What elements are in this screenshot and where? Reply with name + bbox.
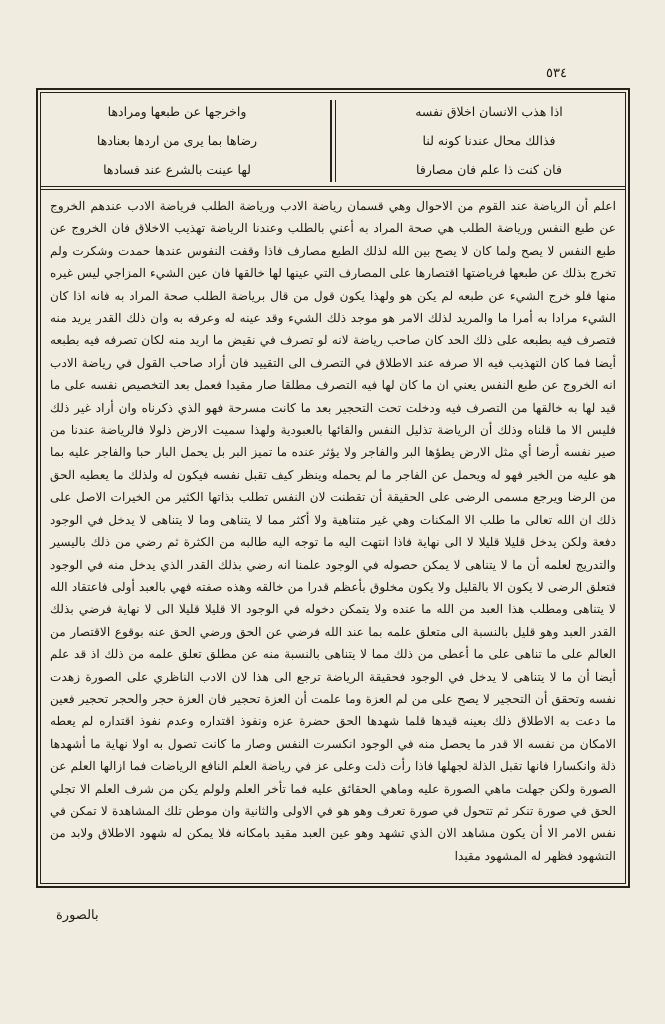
catchword: بالصورة xyxy=(56,908,99,923)
poem-verse: لها عينت بالشرع عند فسادها xyxy=(103,161,251,177)
poem-verse: اذا هذب الانسان اخلاق نفسه xyxy=(415,104,563,120)
poem-column-divider xyxy=(330,100,336,182)
poem-verse: رضاها بما يرى من اردها بعنادها xyxy=(96,132,258,148)
poem-verse: واخرجها عن طبعها ومرادها xyxy=(107,104,247,120)
poem-right-column xyxy=(360,98,618,184)
poem-block xyxy=(48,98,618,184)
body-text: اعلم أن الرياضة عند القوم من الاحوال وهي قسمان رياضة الادب ورياضة الطلب فرياضة الادب عندهم الخروج عن طبع النفس ورياضة الطلب هي صحة المراد به أعني بالطلب وعندنا الرياضة تهذيب الاخلاق فان الخروج عن طبع النفس لا يصح ولما كان لا يصح بين الله لذلك الطبع مصارف فاذا وقفت النفوس عندها حمدت وشكرت ولم تخرج بذلك عن طبعها فرياضتها اقتصارها على المصارف التي عينها لها خالقها فان عين الشيء المزاجي ليس غيره منها فلو خرج الشيء عن طبعه لم يكن هو ولهذا يكون قول من قال برياضة الطلب صحة المراد به فانه اذا كان الشيء مرادا به أمرا ما والمريد لذلك الامر هو موجد ذلك الشيء وقد عينه له وعرفه به وان ذلك القدر يريد منه فتصرف فيه بطبعه على ذلك الحد كان صاحب رياضة لانه لو تصرف في نقيض ما اريد منه لكان تصرفه فيه بطبعه أيضا فما كان التهذيب فيه الا صرفه عند الاطلاق في التصرف الى التقييد فان أراد صاحب القول في رياضة الادب انه الخروج عن طبع النفس يعني ان ما كان لها فيه التصرف مطلقا صار مقيدا فعمل بعد التخصيص نفسه على ما قيد لها به خالقها من التصرف فيه ودخلت تحت التحجير بعد ما كانت مسرحة فهو الذي ذكرناه وان أراد غير ذلك فليس الا ما قلناه وذلك أن الرياضة تذليل النفس والقائها بالعبودية ولهذا سميت الارض ذلولا فالرياضة عندنا من صير نفسه أرضا أي مثل الارض يطؤها البر والفاجر ولا يؤثر عنده ما تميز البر بل يحمل البار حبا والفاجر عليه بما هو عليه من الخير فهو له ويحمل عن الفاجر ما لم يحمله وينظر كيف تقبل نفسه فيكون له ولذلك ما يعطيه الحق من الرضا ويرجع مسمى الرضى على الحقيقة أن تقطنت لان النفس تطلب بذاتها الكثير من الخيرات الاصل على ذلك ان الله تعالى ما طلب الا المكنات وهي غير متناهية ولا أكثر مما لا يتناهى وما لا يتناهى لا يدخل في الوجود دفعة ولكن يدخل قليلا قليلا لا الى نهاية فاذا انتهت اليه ما توجه اليه طالبه من الكثرة ثم رضي من ذلك باليسير والتدريج لعلمه أن ما لا يتناهى لا يمكن حصوله في الوجود علمنا انه رضي بذلك القدر الذي يدخل منه في الوجود فتعلق الرضى لا يكون الا بالقليل ولا يكون مخلوق بأعظم قدرا من خالقه وهذه صفته فهي بالعبد أولى فاعتقاد الله لا يتناهى ومطلب هذا العبد من الله ما عنده ولا يتمكن دخوله في الوجود الا قليلا قليلا الى لا نهاية فرضي بذلك القدر العبد وهو قليل بالنسبة الى متعلق علمه بما عند الله فرضي عن الحق ورضي الحق عنه بوقوع الاقتصار من العالم على ما تناهى على ما أعطى من ذلك مما لا يتناهى بالنسبة منه عن مطلق تعلق علمه من ذلك اذ قد علم أيضا أن ما لا يتناهى لا يدخل في الوجود فحقيقة الرياضة ترجع الى هذا لان الادب الناظري على الصورة زهدت نفسه وتحقق أن التحجير لا يصح على من لم العزة وما علمت أن العزة تحجير فان العزة حجر والحجر تحجير فعين ما دعت به الاطلاق ذلك بعينه قيدها قلما شهدها الحق حضرة عزه ونفوذ اقتداره وعدم نفوذ اقتداره لم يعطه الامكان من نفسه الا قدر ما يحصل منه في الوجود انكسرت النفس وصار ما كانت تصول به اولا نهاية ما أشهدها ذلة وانكسارا فانها تقبل الذلة لجهلها فاذا رأت ذلت وعلى عز في رياضة العلم النافع الرياضات فما ازالها العلم عن الصورة ولكن جهلت ماهي الصورة عليه وماهي الحقائق عليه فما تأخر العلم ولولم يكن من شرف العلم الا تجلي الحق في صورة تنكر ثم تتحول في صورة تعرف وهو هو في الاولى والثانية وان موطن تلك المشاهدة لا تمكن في نفس الامر الا أن يكون مشاهد الان الذي تشهد وهو عين العبد مقيد بامكانه فلا يمكن له شهود الاطلاق ولابد من التشهود فظهر له المشهود مقيدا xyxy=(50,199,616,863)
poem-separator-rule xyxy=(40,186,626,187)
poem-separator-rule xyxy=(40,189,626,190)
poem-verse: فان كنت ذا علم فان مصارفا xyxy=(416,161,562,177)
page-number: ٥٣٤ xyxy=(546,66,567,81)
poem-verse: فذالك محال عندنا كونه لنا xyxy=(422,132,556,148)
poem-left-column xyxy=(48,98,306,184)
